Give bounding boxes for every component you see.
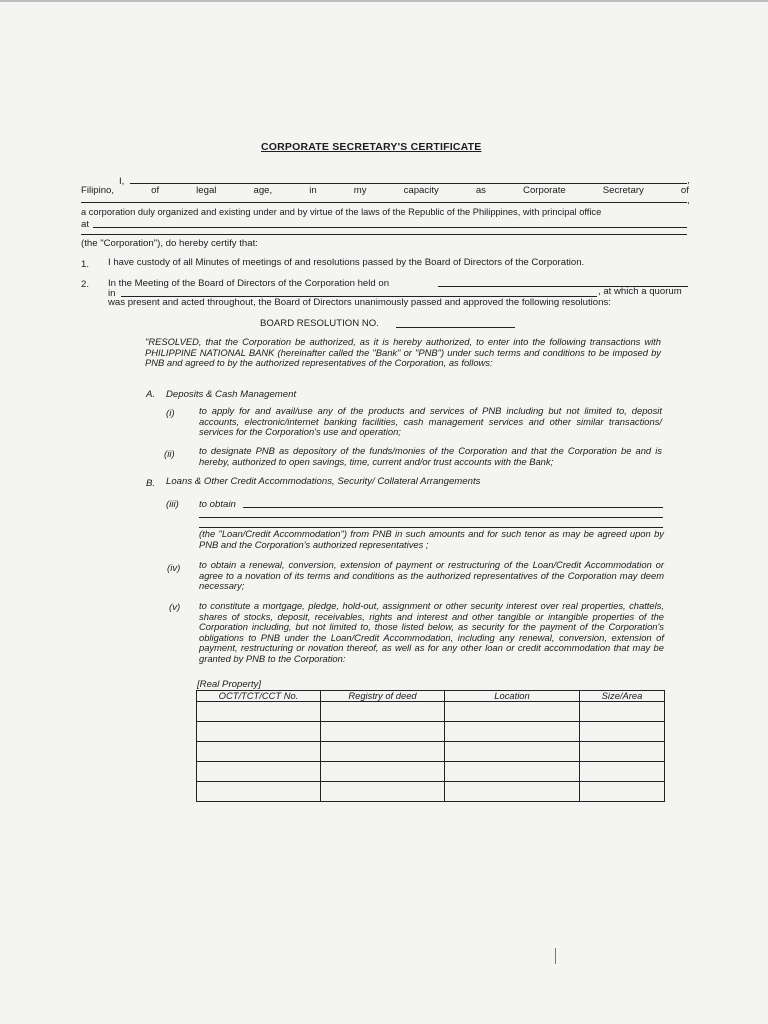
item-iii-text: (the "Loan/Credit Accommodation") from PNB in such amounts and for such tenor as may be agreed upon by PNB and the Corporation's authorized representatives ; xyxy=(199,528,664,550)
word: Corporate xyxy=(523,185,566,196)
word: age, xyxy=(253,185,273,196)
corporation-name-blank xyxy=(81,202,687,203)
table-cell xyxy=(445,722,580,742)
word: my xyxy=(353,185,367,196)
table-cell xyxy=(580,722,665,742)
word: legal xyxy=(196,185,217,196)
to-obtain-label: to obtain xyxy=(199,499,236,510)
loan-blank-2 xyxy=(199,517,663,518)
table-cell xyxy=(580,782,665,802)
item-number: 1. xyxy=(81,259,90,270)
table-cell xyxy=(197,782,321,802)
item-v-text: to constitute a mortgage, pledge, hold-out, assignment or other security interest over real properties, chattels, shares of stocks, deposit, receivables, rights and interest and other tangible or intangible properties of the Corporation including, but not limited to, those listed below, as security for the payment of the Corporation's obligations to PNB under the Loan/Credit Accommodation, including any renewal, conversion, extension of payment, restructuring or novation thereof, as well as for any other loan or credit accommodation that may be granted by PNB to the Corporation: xyxy=(199,600,664,664)
table-row xyxy=(197,702,665,722)
table-cell xyxy=(445,702,580,722)
column-header: Size/Area xyxy=(580,691,665,702)
loan-blank xyxy=(243,507,663,508)
item-2-continued: was present and acted throughout, the Board of Directors unanimously passed and approved the following resolutions: xyxy=(108,297,611,308)
table-cell xyxy=(580,702,665,722)
word: of xyxy=(151,185,160,196)
table-cell xyxy=(580,762,665,782)
table-cell xyxy=(445,782,580,802)
address-blank xyxy=(93,227,687,228)
in-label: in xyxy=(108,288,116,299)
quorum-text: , at which a quorum xyxy=(598,286,682,297)
table-row xyxy=(197,742,665,762)
comma-mark: , xyxy=(687,195,690,206)
item-iv-text: to obtain a renewal, conversion, extension of payment or restructuring of the Loan/Credit Accommodation or agree to a novation of its terms and conditions as the authorized representatives of the Corporation may deem necessary; xyxy=(199,559,664,592)
word: Filipino, xyxy=(81,185,115,196)
table-cell xyxy=(321,782,445,802)
section-letter: B. xyxy=(146,478,156,489)
section-letter: A. xyxy=(146,389,156,400)
table-row xyxy=(197,722,665,742)
item-ii-text: to designate PNB as depository of the funds/monies of the Corporation and that the Corporation be and is hereby, authorized to open savings, time, current and/or trust accounts with the Bank; xyxy=(199,445,662,467)
table-cell xyxy=(197,762,321,782)
item-2-text: In the Meeting of the Board of Directors of the Corporation held on xyxy=(108,278,390,289)
address-blank-2 xyxy=(81,234,687,235)
item-numeral: (iii) xyxy=(166,499,179,510)
real-property-label: [Real Property] xyxy=(197,679,261,690)
column-header: Location xyxy=(445,691,580,702)
table-header-row xyxy=(197,691,665,702)
comma-mark: , xyxy=(687,175,690,186)
column-header: Registry of deed xyxy=(321,691,445,702)
table-cell xyxy=(197,702,321,722)
item-numeral: (iv) xyxy=(167,563,181,574)
scan-mark xyxy=(555,948,556,964)
scan-edge xyxy=(0,0,768,2)
table-cell xyxy=(321,742,445,762)
item-numeral: (i) xyxy=(166,408,175,419)
table-cell xyxy=(321,722,445,742)
board-resolution-label: BOARD RESOLUTION NO. xyxy=(260,318,379,329)
item-1-text: I have custody of all Minutes of meetings of and resolutions passed by the Board of Directors of the Corporation. xyxy=(108,257,585,268)
item-i-text: to apply for and avail/use any of the products and services of PNB including but not limited to, deposit accounts, electronic/internet banking facilities, cash management services and other similar transactions/ services for the Corporation's use and operation; xyxy=(199,405,662,438)
item-number: 2. xyxy=(81,279,90,290)
table-cell xyxy=(445,762,580,782)
word: of xyxy=(680,185,689,196)
intro-line-2: a corporation duly organized and existing under and by virtue of the laws of the Republic of the Philippines, with principal office xyxy=(81,207,602,217)
capacity-line xyxy=(81,185,689,196)
table-row xyxy=(197,782,665,802)
corporation-line: (the "Corporation"), do hereby certify that: xyxy=(81,238,258,249)
table-row xyxy=(197,762,665,782)
name-blank xyxy=(130,183,687,184)
resolution-number-blank xyxy=(396,327,515,328)
word: capacity xyxy=(403,185,439,196)
word: as xyxy=(475,185,486,196)
section-a-title: Deposits & Cash Management xyxy=(166,389,297,400)
column-header: OCT/TCT/CCT No. xyxy=(197,691,321,702)
item-numeral: (v) xyxy=(169,602,181,613)
table-cell xyxy=(321,762,445,782)
at-label: at xyxy=(81,219,90,230)
word: Secretary xyxy=(602,185,644,196)
table-cell xyxy=(445,742,580,762)
table-cell xyxy=(197,722,321,742)
i-label: I, xyxy=(119,176,125,187)
resolved-paragraph: "RESOLVED, that the Corporation be authorized, as it is hereby authorized, to enter into the following transactions with PHILIPPINE NATIONAL BANK (hereinafter called the "Bank" or "PNB") under such terms and conditions to be imposed by PNB and agreed to by the authorized representatives of the Corporation, as follows: xyxy=(145,336,661,369)
table-cell xyxy=(580,742,665,762)
table-cell xyxy=(321,702,445,722)
real-property-table xyxy=(196,690,665,802)
document-title: CORPORATE SECRETARY'S CERTIFICATE xyxy=(261,141,482,153)
word: in xyxy=(309,185,317,196)
table-cell xyxy=(197,742,321,762)
section-b-title: Loans & Other Credit Accommodations, Security/ Collateral Arrangements xyxy=(166,476,481,487)
item-numeral: (ii) xyxy=(164,449,175,460)
